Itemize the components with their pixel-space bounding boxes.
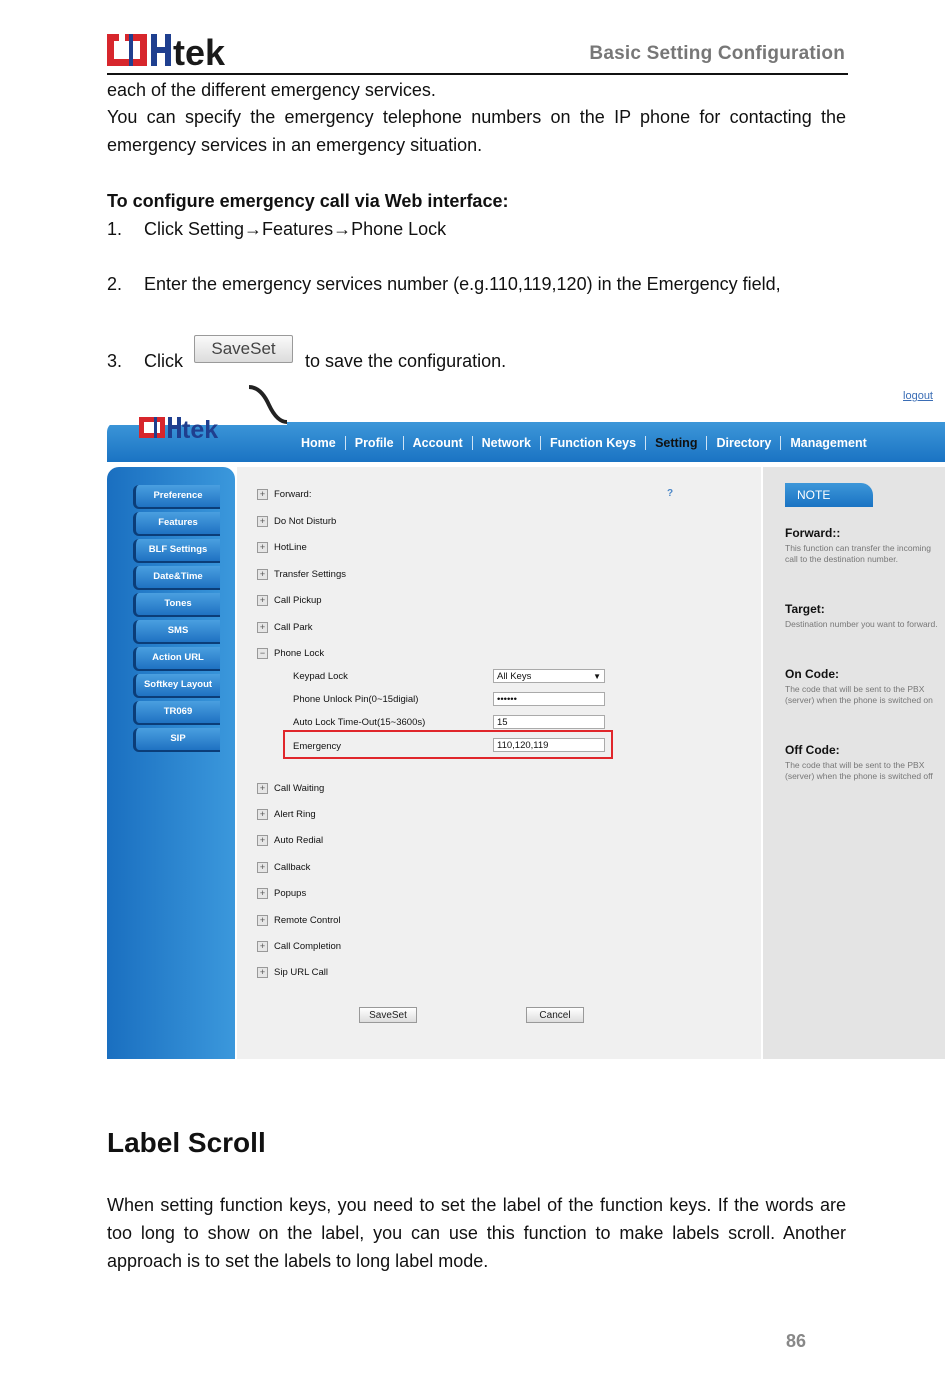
note-text: The code that will be sent to the PBX (server) when the phone is switched off (785, 760, 933, 781)
note-title: Forward:: (785, 526, 841, 540)
expand-icon: + (257, 542, 268, 553)
settings-sidebar (107, 467, 235, 1059)
note-title: On Code: (785, 667, 839, 681)
section-call-pickup[interactable]: + Call Pickup (257, 595, 322, 606)
expand-icon: + (257, 967, 268, 978)
step-text: Click Setting→Features→Phone Lock (144, 219, 447, 239)
note-tab: NOTE (785, 483, 873, 507)
sidebar-item-features[interactable]: Features (133, 512, 220, 536)
sidebar-item-date-time[interactable]: Date&Time (133, 566, 220, 590)
unlock-pin-label: Phone Unlock Pin(0~15digial) (293, 694, 419, 705)
nav-curve-decoration (247, 385, 287, 425)
step-2 (107, 270, 781, 298)
step-text-post: to save the configuration. (305, 351, 507, 371)
ui-htek-logo (139, 415, 243, 440)
section-do-not-disturb[interactable]: + Do Not Disturb (257, 516, 336, 527)
section-phone-lock[interactable]: − Phone Lock (257, 648, 324, 659)
label-scroll-paragraph: When setting function keys, you need to set the label of the function keys. If the words are too long to show on the label, you can use this function to make labels scroll. Another approach is to set the labels to long label mode. (107, 1195, 846, 1271)
dropdown-arrow-icon: ▼ (593, 672, 601, 681)
step-3 (107, 347, 183, 375)
step-text: Enter the emergency services number (e.g.110,119,120) in the Emergency field, (144, 274, 781, 294)
step-number: 1. (107, 219, 123, 239)
procedure-heading: To configure emergency call via Web interface: (107, 191, 509, 211)
expand-icon: + (257, 888, 268, 899)
logout-link[interactable]: logout (903, 390, 933, 402)
section-call-park[interactable]: + Call Park (257, 622, 313, 633)
auto-lock-timeout-label: Auto Lock Time-Out(15~3600s) (293, 717, 426, 728)
section-sip-url-call[interactable]: + Sip URL Call (257, 967, 328, 978)
note-title: Off Code: (785, 743, 840, 757)
header-title: Basic Setting Configuration (589, 43, 845, 64)
nav-management[interactable]: Management (790, 436, 867, 450)
keypad-lock-label: Keypad Lock (293, 671, 348, 682)
intro-line: each of the different emergency services. (107, 80, 436, 100)
ui-cancel-button[interactable]: Cancel (526, 1007, 584, 1023)
expand-icon: + (257, 516, 268, 527)
note-title: Target: (785, 602, 825, 616)
ui-top-bar (107, 385, 945, 465)
ui-saveset-button[interactable]: SaveSet (359, 1007, 417, 1023)
svg-text:tek: tek (173, 32, 226, 68)
sidebar-item-softkey-layout[interactable]: Softkey Layout (133, 674, 220, 698)
step-number: 3. (107, 351, 123, 371)
htek-logo (107, 32, 267, 68)
help-icon[interactable]: ? (667, 488, 674, 499)
expand-icon: + (257, 783, 268, 794)
section-call-waiting[interactable]: + Call Waiting (257, 783, 324, 794)
sidebar-item-tr069[interactable]: TR069 (133, 701, 220, 725)
step-number: 2. (107, 274, 123, 294)
web-ui-screenshot (107, 385, 945, 1059)
expand-icon: + (257, 809, 268, 820)
section-call-completion[interactable]: + Call Completion (257, 941, 341, 952)
note-text: Destination number you want to forward. (785, 619, 938, 629)
unlock-pin-input[interactable]: •••••• (493, 692, 605, 706)
section-heading: Label Scroll (107, 1127, 266, 1158)
expand-icon: + (257, 862, 268, 873)
section-auto-redial[interactable]: + Auto Redial (257, 835, 323, 846)
page-number: 86 (786, 1331, 807, 1351)
expand-icon: + (257, 595, 268, 606)
intro-paragraph: You can specify the emergency telephone numbers on the IP phone for contacting the emergency services in an emergency situation. (107, 107, 846, 155)
auto-lock-timeout-input[interactable]: 15 (493, 715, 605, 729)
step-text-pre: Click (144, 351, 183, 371)
expand-icon: + (257, 489, 268, 500)
sidebar-item-sip[interactable]: SIP (133, 728, 220, 752)
section-remote-control[interactable]: + Remote Control (257, 915, 341, 926)
section-callback[interactable]: + Callback (257, 862, 310, 873)
section-hotline[interactable]: + HotLine (257, 542, 307, 553)
nav-account[interactable]: Account (412, 436, 463, 450)
nav-profile[interactable]: Profile (354, 436, 394, 450)
step-1 (107, 215, 446, 243)
sidebar-item-blf-settings[interactable]: BLF Settings (133, 539, 220, 563)
header-rule (107, 73, 848, 75)
expand-icon: + (257, 915, 268, 926)
sidebar-item-preference[interactable]: Preference (133, 485, 220, 509)
note-panel (763, 467, 945, 1059)
collapse-icon: − (257, 648, 268, 659)
keypad-lock-select[interactable]: All Keys ▼ (493, 669, 605, 683)
section-forward[interactable]: + Forward: (257, 489, 311, 500)
section-alert-ring[interactable]: + Alert Ring (257, 809, 316, 820)
nav-setting[interactable]: Setting (655, 436, 698, 450)
section-transfer-settings[interactable]: + Transfer Settings (257, 569, 346, 580)
nav-directory[interactable]: Directory (716, 436, 772, 450)
section-popups[interactable]: + Popups (257, 888, 306, 899)
sidebar-item-sms[interactable]: SMS (133, 620, 220, 644)
nav-home[interactable]: Home (301, 436, 336, 450)
note-text: The code that will be sent to the PBX (server) when the phone is switched on (785, 684, 933, 705)
expand-icon: + (257, 835, 268, 846)
sidebar-item-action-url[interactable]: Action URL (133, 647, 220, 671)
expand-icon: + (257, 569, 268, 580)
note-text: This function can transfer the incoming call to the destination number. (785, 543, 931, 564)
saveset-button-image: SaveSet (194, 335, 293, 363)
expand-icon: + (257, 941, 268, 952)
nav-function-keys[interactable]: Function Keys (549, 436, 637, 450)
svg-text:tek: tek (182, 416, 219, 440)
expand-icon: + (257, 622, 268, 633)
main-nav (292, 433, 876, 453)
nav-network[interactable]: Network (481, 436, 531, 450)
emergency-input[interactable]: 110,120,119 (493, 738, 605, 752)
sidebar-item-tones[interactable]: Tones (133, 593, 220, 617)
emergency-label: Emergency (293, 741, 342, 752)
